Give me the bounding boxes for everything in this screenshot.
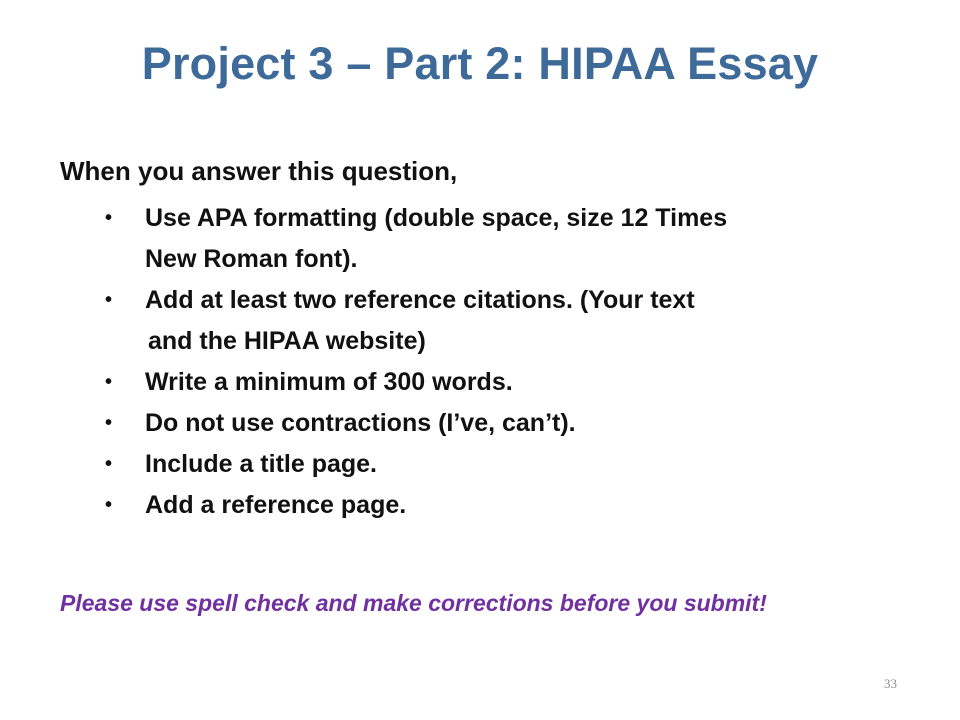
intro-text: When you answer this question, [60,156,458,186]
bullet-icon: • [105,453,113,475]
bullet-text-continuation: New Roman font). [145,245,358,273]
bullet-text-continuation: and the HIPAA website) [148,327,426,355]
bullet-text: Do not use contractions (I’ve, can’t). [145,409,576,437]
bullet-icon: • [105,207,113,229]
bullet-text: Add a reference page. [145,491,407,519]
spell-check-note: Please use spell check and make corrections before you submit! [60,590,767,616]
bullet-text: Add at least two reference citations. (Your text [145,286,695,314]
page-number: 33 [884,676,897,691]
bullet-item [105,403,905,444]
bullet-icon: • [105,289,113,311]
bullet-text: Use APA formatting (double space, size 12 Times [145,204,728,232]
bullet-icon: • [105,494,113,516]
bullet-item [105,198,905,280]
slide-title: Project 3 – Part 2: HIPAA Essay [141,38,819,89]
bullet-text: Include a title page. [145,450,377,478]
bullet-item [105,362,905,403]
bullet-text: Write a minimum of 300 words. [145,368,513,396]
bullet-icon: • [105,371,113,393]
bullet-item [105,280,905,362]
bullet-icon: • [105,412,113,434]
bullet-item [105,444,905,485]
bullet-list [105,198,905,526]
bullet-item [105,485,905,526]
